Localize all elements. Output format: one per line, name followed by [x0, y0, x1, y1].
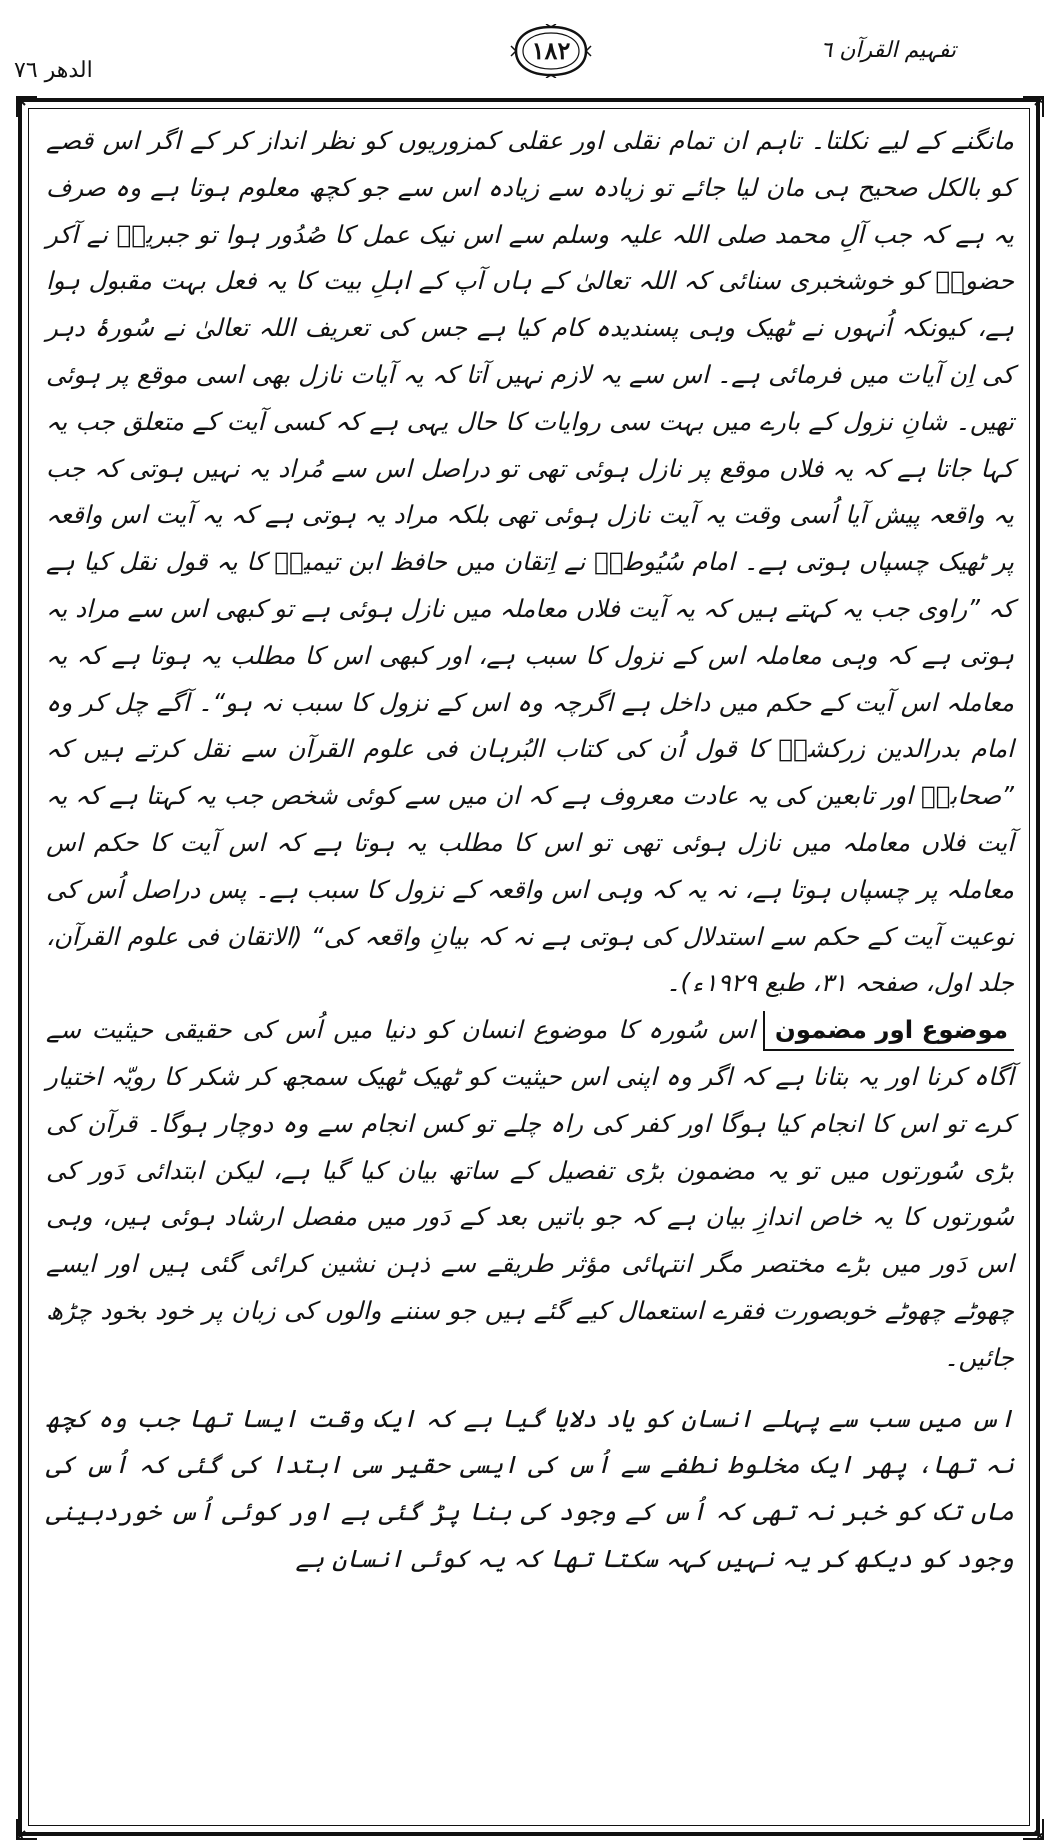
- corner-ornament-icon: [14, 1816, 40, 1842]
- page-header: [0, 0, 1060, 100]
- corner-ornament-icon: [1020, 94, 1046, 120]
- commentary-text: [46, 118, 1014, 1583]
- running-title: تفہیم القرآن ٦: [820, 38, 956, 63]
- corner-ornament-icon: [1020, 1816, 1046, 1842]
- surah-name: الدھر ٧٦: [14, 58, 93, 83]
- subject-paragraph: [46, 1007, 1014, 1381]
- corner-ornament-icon: [14, 94, 40, 120]
- summary-paragraph: اس میں سب سے پہلے انسان کو یاد دلایا گیا ہے کہ ایک وقت ایسا تھا جب وہ کچھ نہ تھا، پھر ایک مخلوط نطفے سے اُس کی ایسی حقیر سی ابتدا کی گئی کہ اُس کی ماں تک کو خبر نہ تھی کہ اُس کے وجود کی بنا پڑ گئی ہے اور کوئی اُس خوردبینی وجود کو دیکھ کر یہ نہیں کہہ سکتا تھا کہ یہ کوئی انسان ہے: [46, 1403, 1014, 1573]
- page-number: ١٨٢: [531, 36, 571, 65]
- commentary-paragraph: مانگنے کے لیے نکلتا۔ تاہم ان تمام نقلی اور عقلی کمزوریوں کو نظر انداز کر کے اگر اس قصے کو بالکل صحیح ہی مان لیا جائے تو زیادہ سے زیادہ اس سے جو کچھ معلوم ہوتا ہے وہ صرف یہ ہے کہ جب آلِ محمد صلی اللہ علیہ وسلم سے اس نیک عمل کا صُدُور ہوا تو جبریلؑ نے آکر حضورؐ کو خوشخبری سنائی کہ اللہ تعالیٰ کے ہاں آپ کے اہلِ بیت کا یہ فعل بہت مقبول ہوا ہے، کیونکہ اُنہوں نے ٹھیک وہی پسندیدہ کام کیا ہے جس کی تعریف اللہ تعالیٰ نے سُورۂ دہر کی اِن آیات میں فرمائی ہے۔ اس سے یہ لازم نہیں آتا کہ یہ آیات نازل بھی اسی موقع پر ہوئی تھیں۔ شانِ نزول کے بارے میں بہت سی روایات کا حال یہی ہے کہ کسی آیت کے متعلق جب یہ کہا جاتا ہے کہ یہ فلاں موقع پر نازل ہوئی تھی تو دراصل اس سے مُراد یہ نہیں ہوتی کہ جب یہ واقعہ پیش آیا اُسی وقت یہ آیت نازل ہوئی تھی بلکہ مراد یہ ہوتی ہے کہ یہ آیت اس واقعہ پر ٹھیک چسپاں ہوتی ہے۔ امام سُیُوطیؒ نے اِتقان میں حافظ ابن تیمیہؒ کا یہ قول نقل کیا ہے کہ ”راوی جب یہ کہتے ہیں کہ یہ آیت فلاں معاملہ میں نازل ہوئی ہے تو کبھی اس سے مراد یہ ہوتی ہے کہ وہی معاملہ اس کے نزول کا سبب ہے، اور کبھی اس کا مطلب یہ ہوتا ہے کہ یہ معاملہ اس آیت کے حکم میں داخل ہے اگرچہ وہ اس کے نزول کا سبب نہ ہو“۔ آگے چل کر وہ امام بدرالدین زرکشیؒ کا قول اُن کی کتاب البُرہان فی علوم القرآن سے نقل کرتے ہیں کہ ”صحابہؓ اور تابعین کی یہ عادت معروف ہے کہ ان میں سے کوئی شخص جب یہ کہتا ہے کہ یہ آیت فلاں معاملہ میں نازل ہوئی تھی تو اس کا مطلب یہ ہوتا ہے کہ اس آیت کا حکم اس معاملہ پر چسپاں ہوتا ہے، نہ یہ کہ وہی اس واقعہ کے نزول کا سبب ہے۔ پس دراصل اُس کی نوعیت آیت کے حکم سے استدلال کی ہوتی ہے نہ کہ بیانِ واقعہ کی“ (الاتقان فی علوم القرآن، جلد اول، صفحہ ۳۱، طبع ۱۹۲۹ء)۔: [46, 126, 1014, 998]
- section-heading: موضوع اور مضمون: [763, 1011, 1014, 1051]
- subject-paragraph-text: اس سُورہ کا موضوع انسان کو دنیا میں اُس کی حقیقی حیثیت سے آگاہ کرنا اور یہ بتانا ہے کہ اگر وہ اپنی اس حیثیت کو ٹھیک ٹھیک سمجھ کر شکر کا رویّہ اختیار کرے تو اس کا انجام کیا ہوگا اور کفر کی راہ چلے تو کس انجام سے وہ دوچار ہوگا۔ قرآن کی بڑی سُورتوں میں تو یہ مضمون بڑی تفصیل کے ساتھ بیان کیا گیا ہے، لیکن ابتدائی دَور کی سُورتوں کا یہ خاص اندازِ بیان ہے کہ جو باتیں بعد کے دَور میں مفصل ارشاد ہوئی ہیں، وہی اس دَور میں بڑے مختصر مگر انتہائی مؤثر طریقے سے ذہن نشین کرائی گئی ہیں اور ایسے چھوٹے چھوٹے خوبصورت فقرے استعمال کیے گئے ہیں جو سننے والوں کی زبان پر خود بخود چڑھ جائیں۔: [46, 1015, 1014, 1372]
- page-number-badge: [510, 24, 592, 78]
